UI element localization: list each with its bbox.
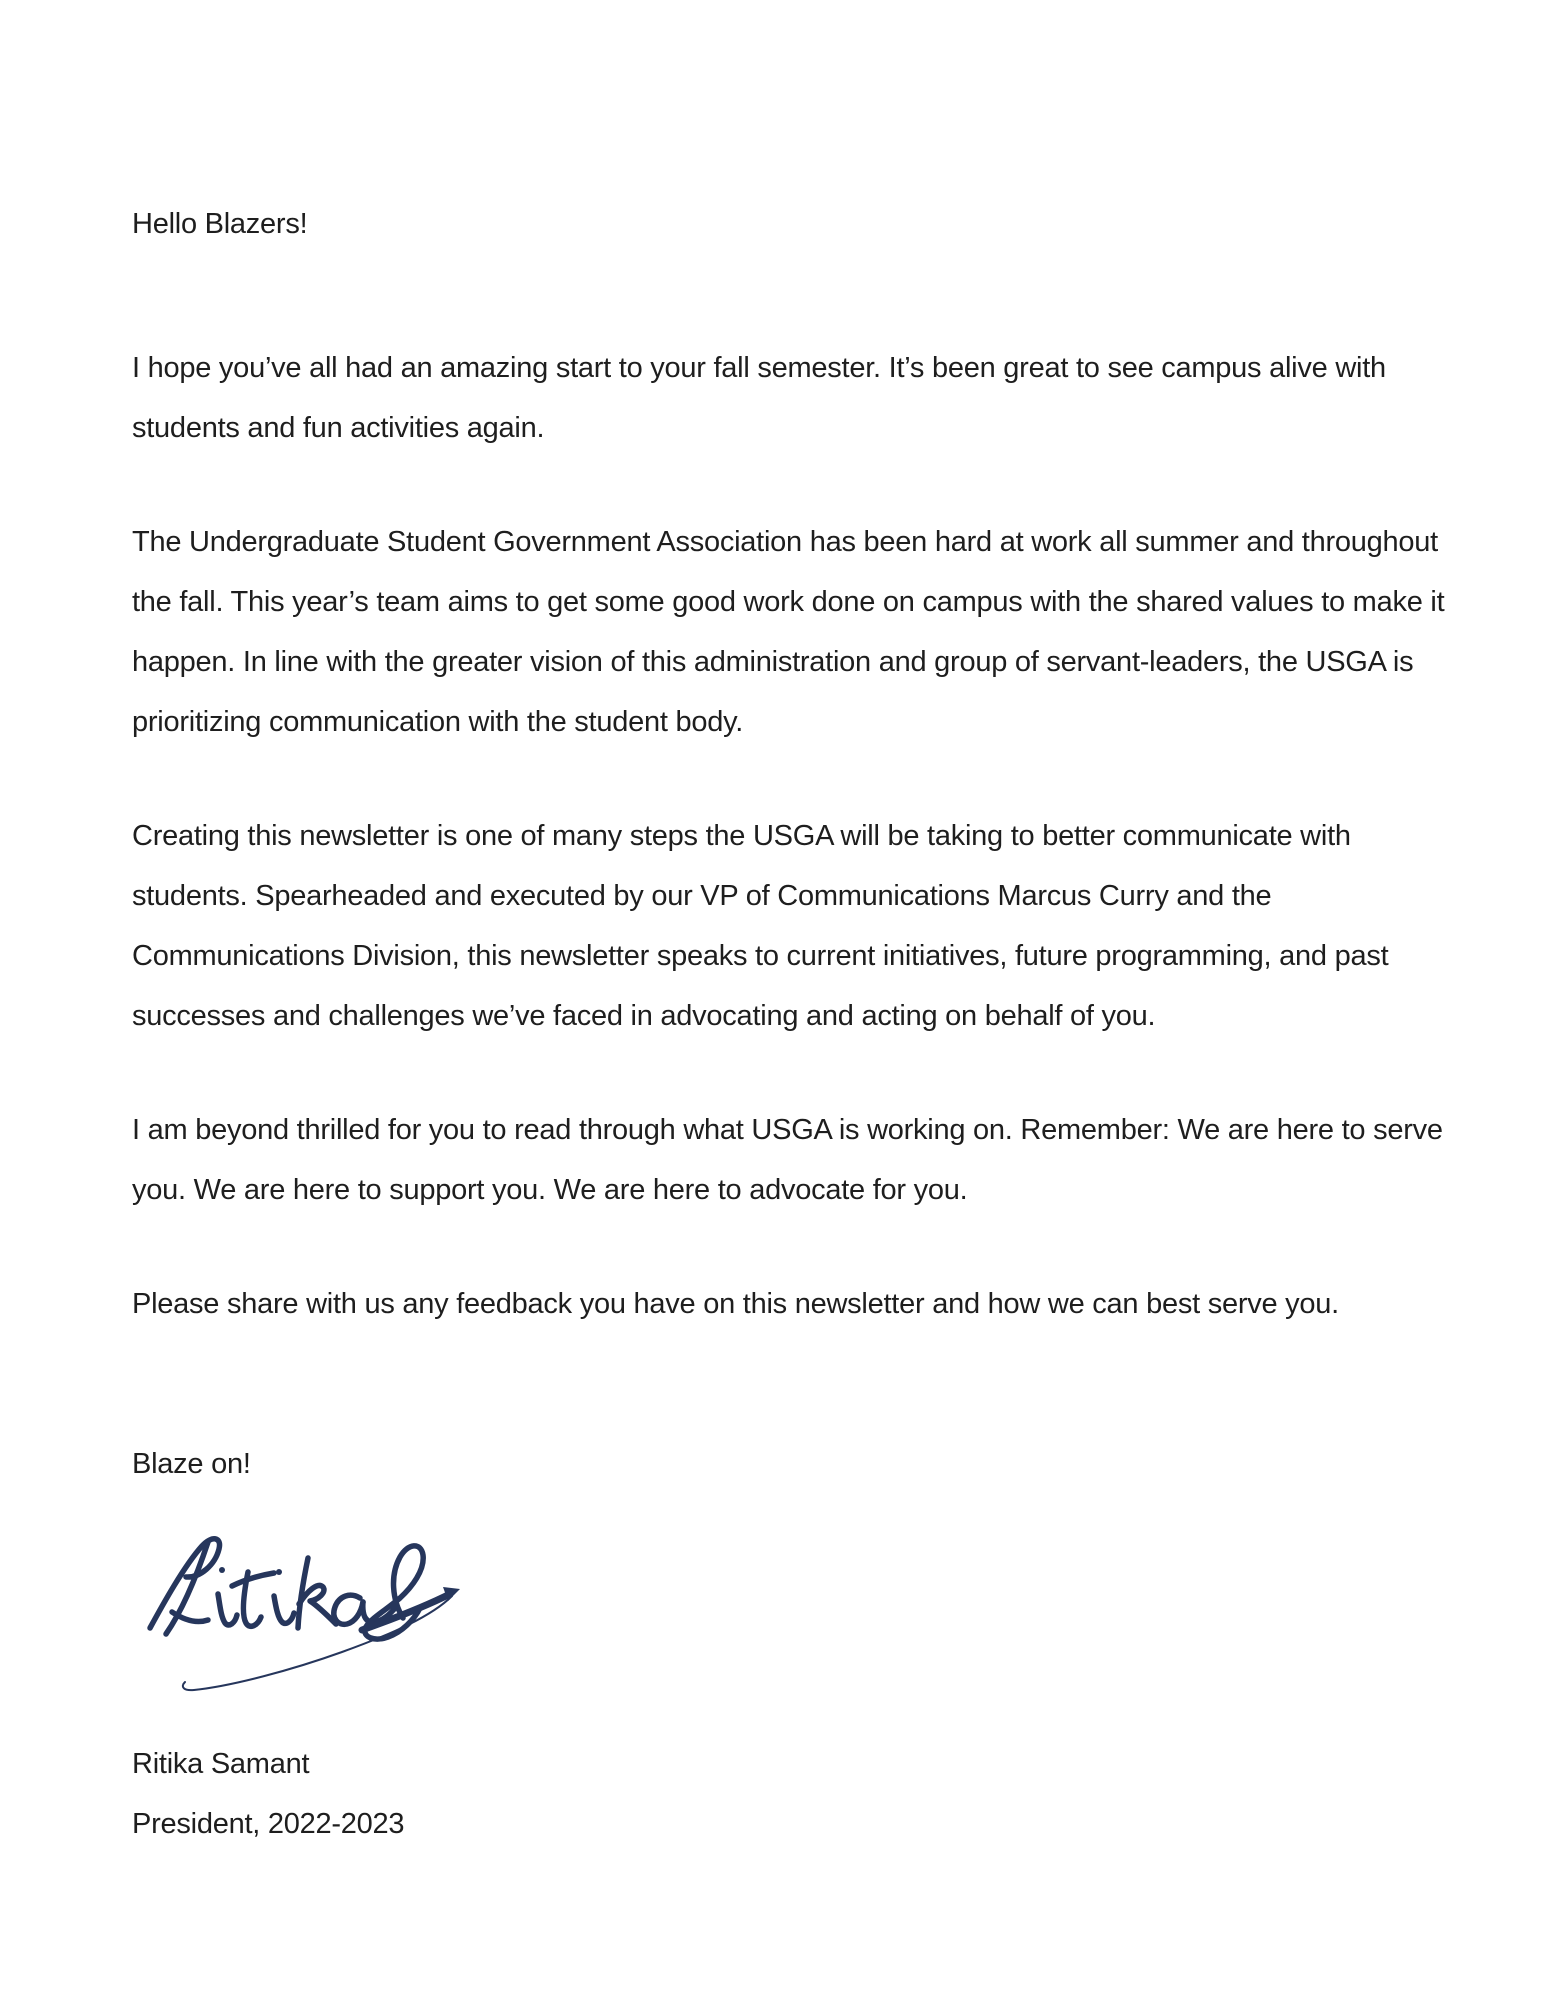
paragraph-intro: I hope you’ve all had an amazing start to your fall semester. It’s been great to see campus alive with students and fun activities again. — [132, 352, 1386, 444]
signature-image — [122, 1530, 467, 1700]
greeting-text: Hello Blazers! — [132, 208, 308, 240]
signer-block — [132, 1734, 1448, 1854]
paragraph-feedback: Please share with us any feedback you have on this newsletter and how we can best serve you. — [132, 1288, 1339, 1320]
paragraph-usga-work: The Undergraduate Student Government Association has been hard at work all summer and throughout the fall. This year’s team aims to get some good work done on campus with the shared values to make it happen. In line with the greater vision of this administration and group of servant-leaders, the USGA is prioritizing communication with the student body. — [132, 526, 1445, 738]
letter-body — [132, 0, 1448, 1854]
signer-title: President, 2022-2023 — [132, 1808, 405, 1840]
sign-off-text: Blaze on! — [132, 1448, 251, 1480]
paragraph-thrilled: I am beyond thrilled for you to read through what USGA is working on. Remember: We are here to serve you. We are here to support you. We are here to advocate for you. — [132, 1114, 1443, 1206]
signer-name: Ritika Samant — [132, 1748, 310, 1780]
paragraph-newsletter: Creating this newsletter is one of many steps the USGA will be taking to better communicate with students. Spearheaded and executed by our VP of Communications Marcus Curry and the Communications Division, this newsletter speaks to current initiatives, future programming, and past successes and challenges we’ve faced in advocating and acting on behalf of you. — [132, 820, 1389, 1032]
